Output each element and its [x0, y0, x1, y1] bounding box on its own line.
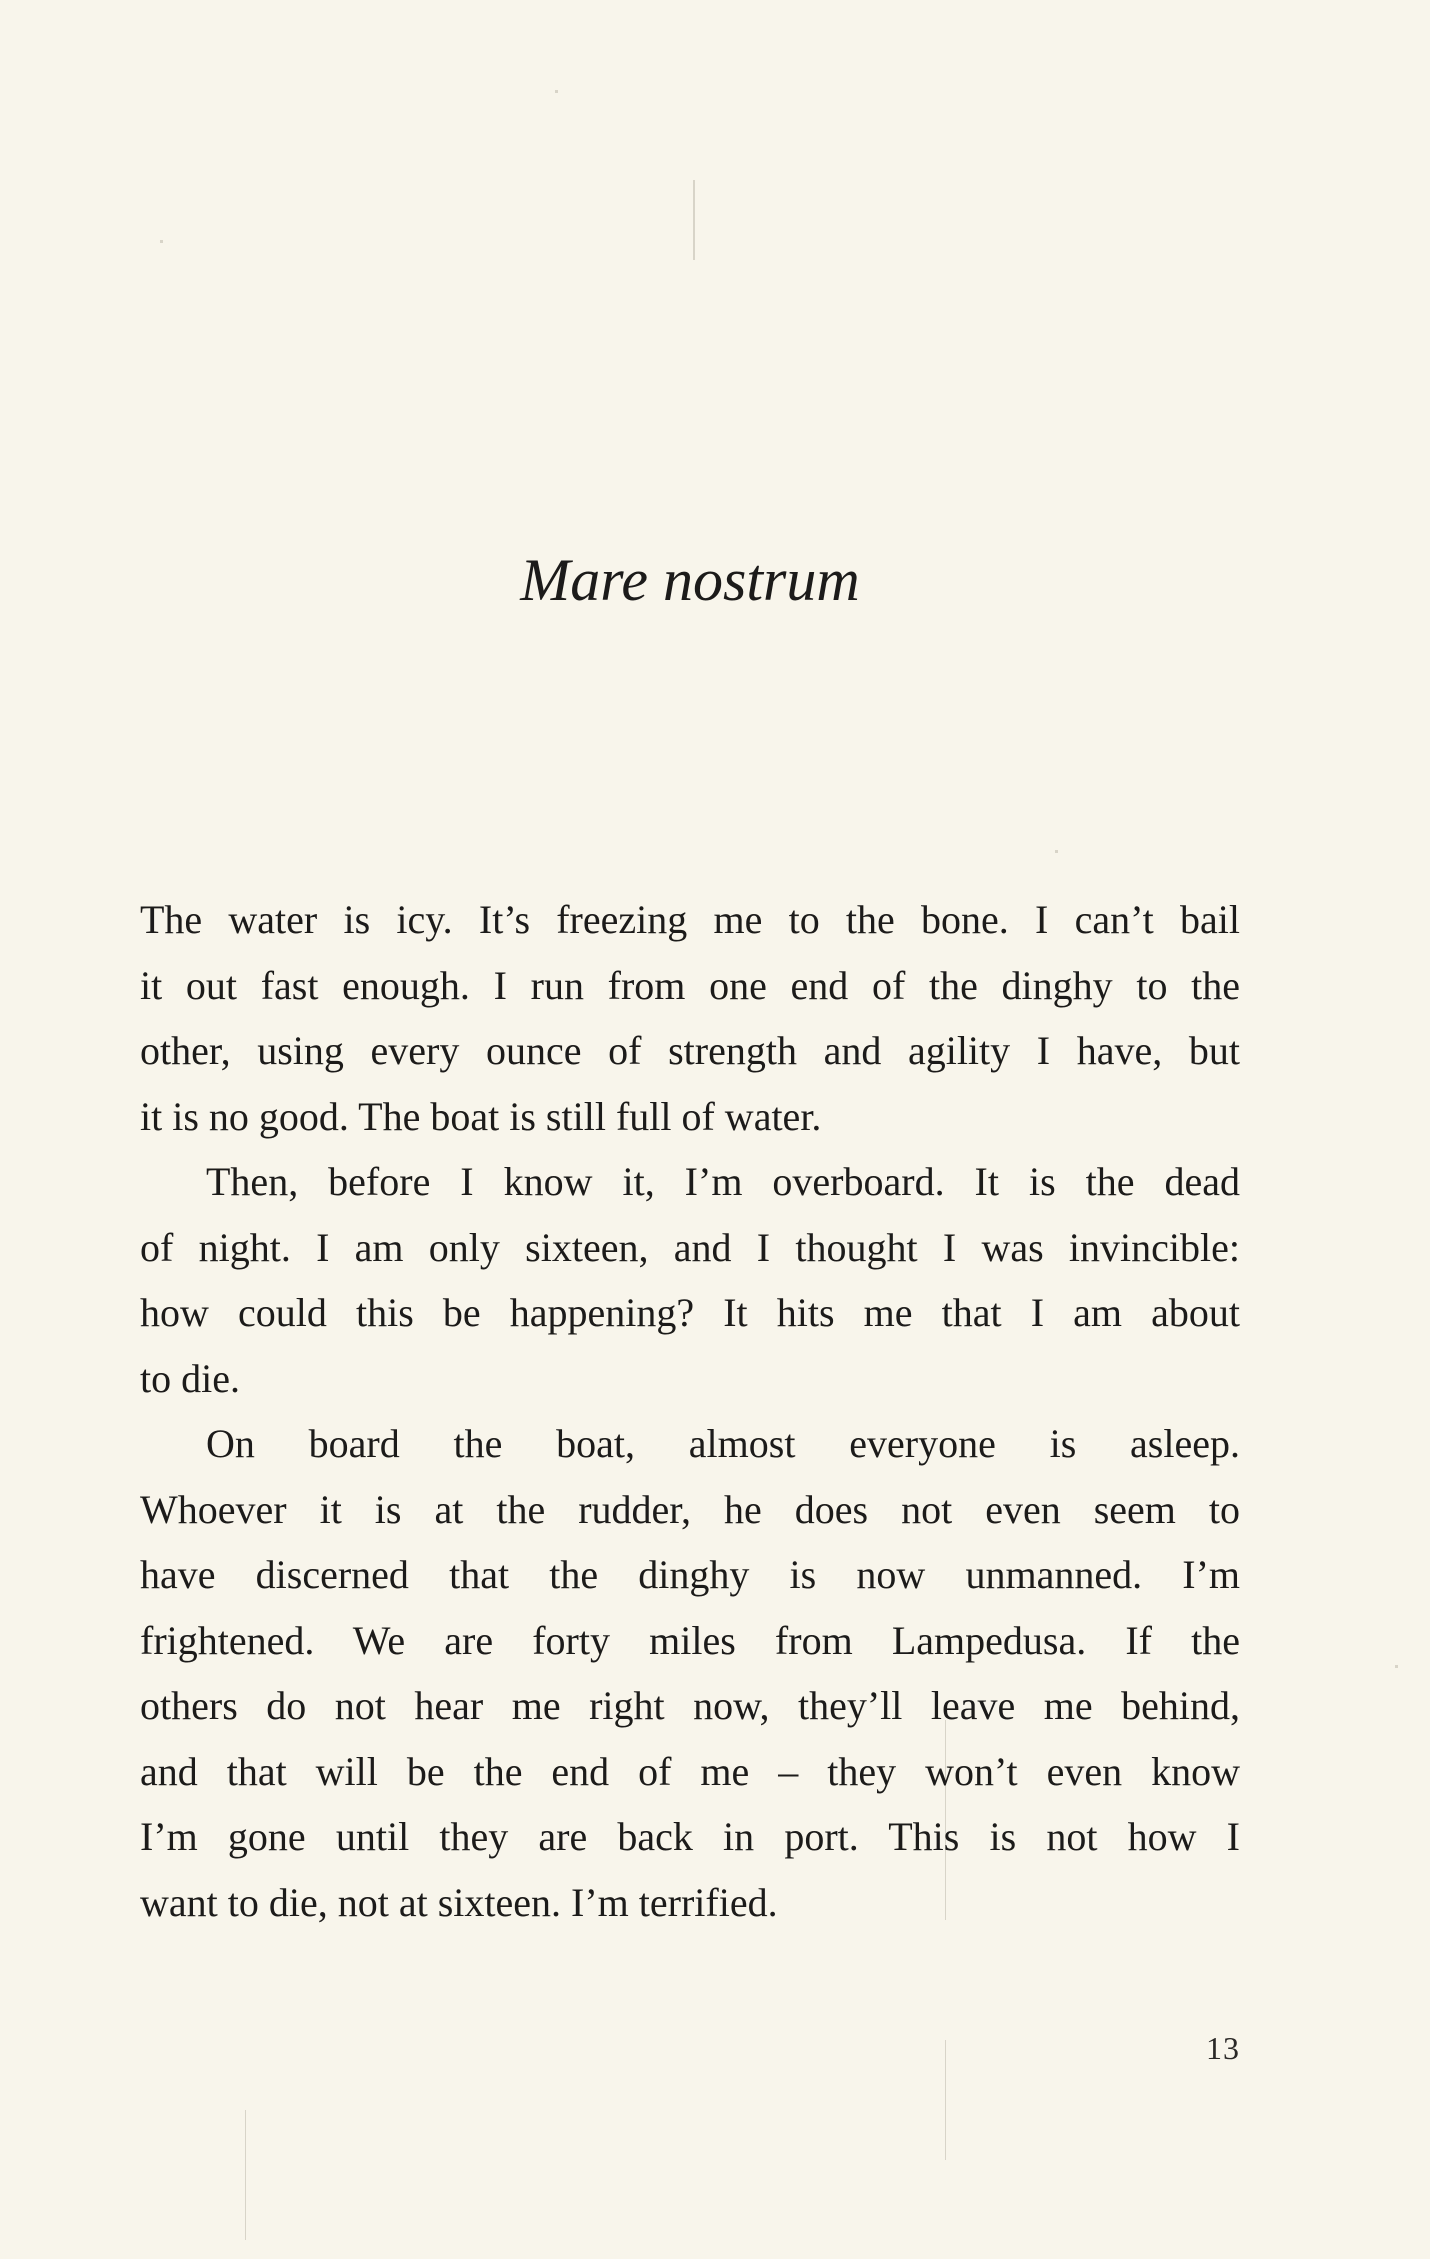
paragraph — [140, 1411, 1240, 1935]
chapter-title: Mare nostrum — [520, 547, 860, 613]
text-line: I’m gone until they are back in port. This is not how I — [140, 1814, 1240, 1859]
text-line: Then, before I know it, I’m overboard. It is the dead — [206, 1159, 1240, 1204]
text-line: it is no good. The boat is still full of water. — [140, 1093, 822, 1139]
text-line: frightened. We are forty miles from Lampedusa. If the — [140, 1617, 1240, 1663]
scan-mark — [945, 2040, 946, 2160]
text-line: want to die, not at sixteen. I’m terrified. — [140, 1879, 778, 1925]
paragraph — [140, 1149, 1240, 1411]
page-number: 13 — [1206, 2030, 1240, 2066]
scan-mark — [1395, 1665, 1398, 1668]
text-line: On board the boat, almost everyone is asleep. — [206, 1421, 1240, 1466]
text-line: how could this be happening? It hits me that I am about — [140, 1290, 1240, 1335]
text-line: Whoever it is at the rudder, he does not even seem to — [140, 1486, 1240, 1532]
text-line: have discerned that the dinghy is now unmanned. I’m — [140, 1552, 1240, 1597]
text-line: others do not hear me right now, they’ll leave me behind, — [140, 1683, 1240, 1728]
text-line: and that will be the end of me – they won’t even know — [140, 1748, 1240, 1794]
scan-mark — [245, 2110, 246, 2240]
scan-mark — [693, 180, 695, 260]
body-text — [140, 887, 1240, 1935]
scan-mark — [1055, 850, 1058, 853]
text-line: other, using every ounce of strength and agility I have, but — [140, 1028, 1240, 1073]
text-line: it out fast enough. I run from one end of the dinghy to the — [140, 962, 1240, 1008]
scan-mark — [555, 90, 558, 93]
paragraph — [140, 887, 1240, 1149]
text-line: of night. I am only sixteen, and I thought I was invincible: — [140, 1224, 1240, 1270]
scan-mark — [160, 240, 163, 243]
text-line: to die. — [140, 1355, 240, 1401]
text-line: The water is icy. It’s freezing me to the bone. I can’t bail — [140, 897, 1240, 942]
